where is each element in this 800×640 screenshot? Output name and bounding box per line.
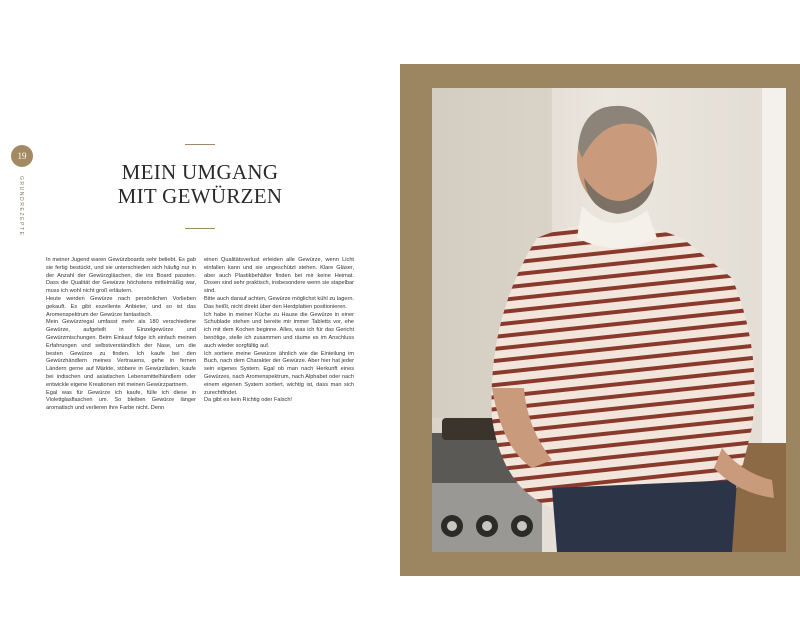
chef-portrait-photo	[432, 88, 786, 552]
paragraph: Heute werden Gewürze nach persönlichen Vorlieben gekauft. Es gibt exzellente Anbieter, und so ist das Aromenspektrum der Gewürze fantastisch.	[46, 295, 196, 318]
page-title	[80, 160, 320, 208]
section-label: GRUNDREZEPTE	[18, 176, 24, 237]
paragraph: Ich habe in meiner Küche zu Hause die Gewürze in einer Schublade stehen und bereite mir immer Tabletts vor, ehe ich mit dem Kochen beginne. Alles, was ich für das Gericht benötige, stelle ich zusammen und räume es im Anschluss auch wieder sorgfältig auf.	[204, 311, 354, 349]
paragraph: Da gibt es kein Richtig oder Falsch!	[204, 397, 292, 404]
paragraph: Bitte auch darauf achten, Gewürze möglichst kühl zu lagern. Das heißt, nicht direkt über den Herdplatten positionieren.	[204, 295, 354, 310]
title-rule-top	[185, 144, 215, 145]
title-rule-bottom	[185, 228, 215, 229]
paragraph: In meiner Jugend waren Gewürzboards sehr beliebt. Es gab sie fertig bestückt, und sie unterschieden sich häufig nur in der Anzahl der Gewürzgläschen, die ins Board passten. Dass die Qualität der Gewürze höchstens mittelmäßig war, muss ich wohl nicht groß erläutern.	[46, 257, 196, 295]
paragraph: Ich sortiere meine Gewürze ähnlich wie die Einteilung im Buch, nach dem Charakter der Gewürze. Aber hier hat jeder sein eigenes System. Egal ob man nach Herkunft eines Gewürzes, nach Aromenspektrum, nach Alphabet oder nach einem eigenen System sortiert, wichtig ist, dass man sich zurechtfindet.	[204, 350, 354, 396]
paragraph: Mein Gewürzregal umfasst mehr als 180 verschiedene Gewürze, aufgeteilt in Einzelgewürze und Gewürzmischungen. Beim Einkauf folge ich einfach meinen Erfahrungen und selbstverständlich der Nase, um die besten Gewürze zu finden. Ich kaufe bei den Gewürzhändlern meines Vertrauens, gehe in fernen Ländern gerne auf Märkte, stöbere in Gewürzläden, kaufe bei indischen und asiatischen Lebensmittelhändlern oder entwickle eigene Kreationen mit meinen Gewürzpartnern.	[46, 319, 196, 388]
page-number: 19	[17, 151, 27, 161]
title-line-2: MIT GEWÜRZEN	[117, 184, 283, 208]
paragraph: Egal was für Gewürze ich kaufe, fülle ich diese in Violettglasflaschen um. So bleiben Gewürze länger aromatisch und verlieren ihre Farbe nicht. Denn	[46, 389, 196, 412]
text-column-1	[46, 257, 196, 413]
page-number-badge	[11, 145, 33, 167]
paragraph: einen Qualitätsverlust erleiden alle Gewürze, wenn Licht einfallen kann und sie ungeschützt stehen. Klare Gläser, aber auch Plastikbehälter finden bei mir keine Heimat. Dosen sind sehr praktisch, insbesondere wenn sie stapelbar sind.	[204, 257, 354, 295]
text-column-2	[204, 257, 354, 405]
title-line-1: MEIN UMGANG	[121, 160, 279, 184]
